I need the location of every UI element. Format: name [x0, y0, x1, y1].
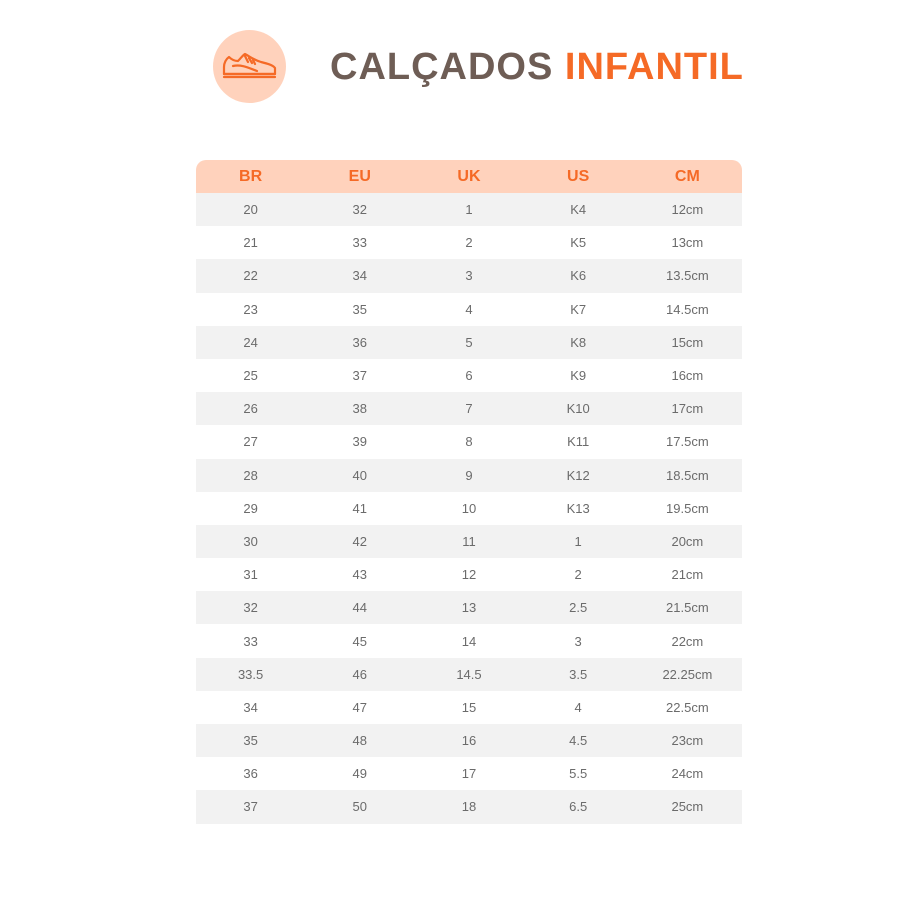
table-cell-cm: 22cm: [633, 624, 742, 657]
table-cell-br: 29: [196, 492, 305, 525]
table-cell-br: 22: [196, 259, 305, 292]
table-cell-uk: 9: [414, 459, 523, 492]
table-cell-br: 33.5: [196, 658, 305, 691]
table-cell-us: K6: [524, 259, 633, 292]
table-cell-us: 3.5: [524, 658, 633, 691]
table-cell-br: 20: [196, 193, 305, 226]
sneaker-icon: [221, 50, 278, 80]
table-cell-uk: 12: [414, 558, 523, 591]
table-body: [196, 193, 742, 824]
table-cell-br: 27: [196, 425, 305, 458]
table-cell-cm: 18.5cm: [633, 459, 742, 492]
column-header-eu: EU: [305, 160, 414, 193]
table-cell-cm: 13cm: [633, 226, 742, 259]
table-cell-cm: 14.5cm: [633, 293, 742, 326]
table-cell-us: K13: [524, 492, 633, 525]
table-cell-eu: 36: [305, 326, 414, 359]
table-row: [196, 790, 742, 823]
table-cell-cm: 22.5cm: [633, 691, 742, 724]
table-cell-us: 4: [524, 691, 633, 724]
table-row: [196, 624, 742, 657]
table-cell-cm: 25cm: [633, 790, 742, 823]
table-cell-eu: 47: [305, 691, 414, 724]
table-cell-eu: 38: [305, 392, 414, 425]
table-cell-uk: 5: [414, 326, 523, 359]
title-part-accent: INFANTIL: [564, 46, 744, 88]
table-row: [196, 591, 742, 624]
table-cell-eu: 35: [305, 293, 414, 326]
header: [0, 0, 918, 130]
table-cell-us: 6.5: [524, 790, 633, 823]
table-cell-br: 25: [196, 359, 305, 392]
table-cell-us: 1: [524, 525, 633, 558]
table-cell-us: 3: [524, 624, 633, 657]
size-chart-table: [196, 160, 742, 824]
table-cell-eu: 37: [305, 359, 414, 392]
table-cell-cm: 21.5cm: [633, 591, 742, 624]
table-cell-br: 33: [196, 624, 305, 657]
table-cell-cm: 13.5cm: [633, 259, 742, 292]
column-header-us: US: [524, 160, 633, 193]
table-row: [196, 293, 742, 326]
table-cell-uk: 1: [414, 193, 523, 226]
table-cell-us: 4.5: [524, 724, 633, 757]
table-cell-br: 21: [196, 226, 305, 259]
table-cell-br: 34: [196, 691, 305, 724]
table-cell-cm: 17.5cm: [633, 425, 742, 458]
title-part-dark: CALÇADOS: [330, 46, 554, 88]
table-row: [196, 492, 742, 525]
table-row: [196, 757, 742, 790]
table-cell-eu: 46: [305, 658, 414, 691]
table-cell-eu: 49: [305, 757, 414, 790]
table-cell-uk: 13: [414, 591, 523, 624]
table-cell-cm: 16cm: [633, 359, 742, 392]
table-cell-uk: 10: [414, 492, 523, 525]
table-cell-us: K10: [524, 392, 633, 425]
table-cell-eu: 41: [305, 492, 414, 525]
column-header-uk: UK: [414, 160, 523, 193]
table-cell-eu: 43: [305, 558, 414, 591]
table-cell-uk: 6: [414, 359, 523, 392]
table-cell-uk: 11: [414, 525, 523, 558]
table-row: [196, 425, 742, 458]
table-cell-cm: 24cm: [633, 757, 742, 790]
table-cell-eu: 50: [305, 790, 414, 823]
table-cell-br: 28: [196, 459, 305, 492]
table-cell-uk: 4: [414, 293, 523, 326]
table-cell-eu: 45: [305, 624, 414, 657]
table-row: [196, 525, 742, 558]
table-cell-cm: 17cm: [633, 392, 742, 425]
table-cell-uk: 7: [414, 392, 523, 425]
table-row: [196, 691, 742, 724]
table-cell-eu: 34: [305, 259, 414, 292]
table-row: [196, 226, 742, 259]
table-cell-cm: 21cm: [633, 558, 742, 591]
table-cell-eu: 39: [305, 425, 414, 458]
table-cell-eu: 32: [305, 193, 414, 226]
table-cell-us: 2.5: [524, 591, 633, 624]
table-cell-uk: 3: [414, 259, 523, 292]
table-cell-uk: 14.5: [414, 658, 523, 691]
table-cell-eu: 40: [305, 459, 414, 492]
table-cell-us: K4: [524, 193, 633, 226]
table-cell-br: 24: [196, 326, 305, 359]
table-cell-cm: 23cm: [633, 724, 742, 757]
column-header-br: BR: [196, 160, 305, 193]
table-cell-br: 36: [196, 757, 305, 790]
table-row: [196, 359, 742, 392]
table-cell-uk: 17: [414, 757, 523, 790]
table-header-row: [196, 160, 742, 193]
table-cell-uk: 2: [414, 226, 523, 259]
table-cell-uk: 18: [414, 790, 523, 823]
table-cell-eu: 33: [305, 226, 414, 259]
table-cell-us: 2: [524, 558, 633, 591]
table-cell-uk: 16: [414, 724, 523, 757]
logo: [213, 30, 286, 103]
table-cell-eu: 42: [305, 525, 414, 558]
table-cell-eu: 48: [305, 724, 414, 757]
table-row: [196, 193, 742, 226]
table-cell-us: K9: [524, 359, 633, 392]
table-cell-br: 30: [196, 525, 305, 558]
table-row: [196, 658, 742, 691]
table-cell-cm: 15cm: [633, 326, 742, 359]
table-cell-uk: 15: [414, 691, 523, 724]
table-cell-br: 32: [196, 591, 305, 624]
table-cell-br: 37: [196, 790, 305, 823]
table-row: [196, 392, 742, 425]
table-row: [196, 459, 742, 492]
table-cell-br: 35: [196, 724, 305, 757]
table-row: [196, 326, 742, 359]
table-cell-us: K5: [524, 226, 633, 259]
table-cell-us: K8: [524, 326, 633, 359]
table-cell-us: K11: [524, 425, 633, 458]
table-cell-br: 31: [196, 558, 305, 591]
table-cell-eu: 44: [305, 591, 414, 624]
table-cell-cm: 20cm: [633, 525, 742, 558]
table-row: [196, 259, 742, 292]
table-cell-cm: 12cm: [633, 193, 742, 226]
table-cell-uk: 14: [414, 624, 523, 657]
table-cell-us: 5.5: [524, 757, 633, 790]
column-header-cm: CM: [633, 160, 742, 193]
table-cell-us: K7: [524, 293, 633, 326]
table-cell-br: 26: [196, 392, 305, 425]
table-row: [196, 724, 742, 757]
page-title: [330, 44, 744, 90]
table-cell-uk: 8: [414, 425, 523, 458]
table-cell-us: K12: [524, 459, 633, 492]
table-cell-cm: 22.25cm: [633, 658, 742, 691]
table-cell-br: 23: [196, 293, 305, 326]
table-cell-cm: 19.5cm: [633, 492, 742, 525]
table-row: [196, 558, 742, 591]
